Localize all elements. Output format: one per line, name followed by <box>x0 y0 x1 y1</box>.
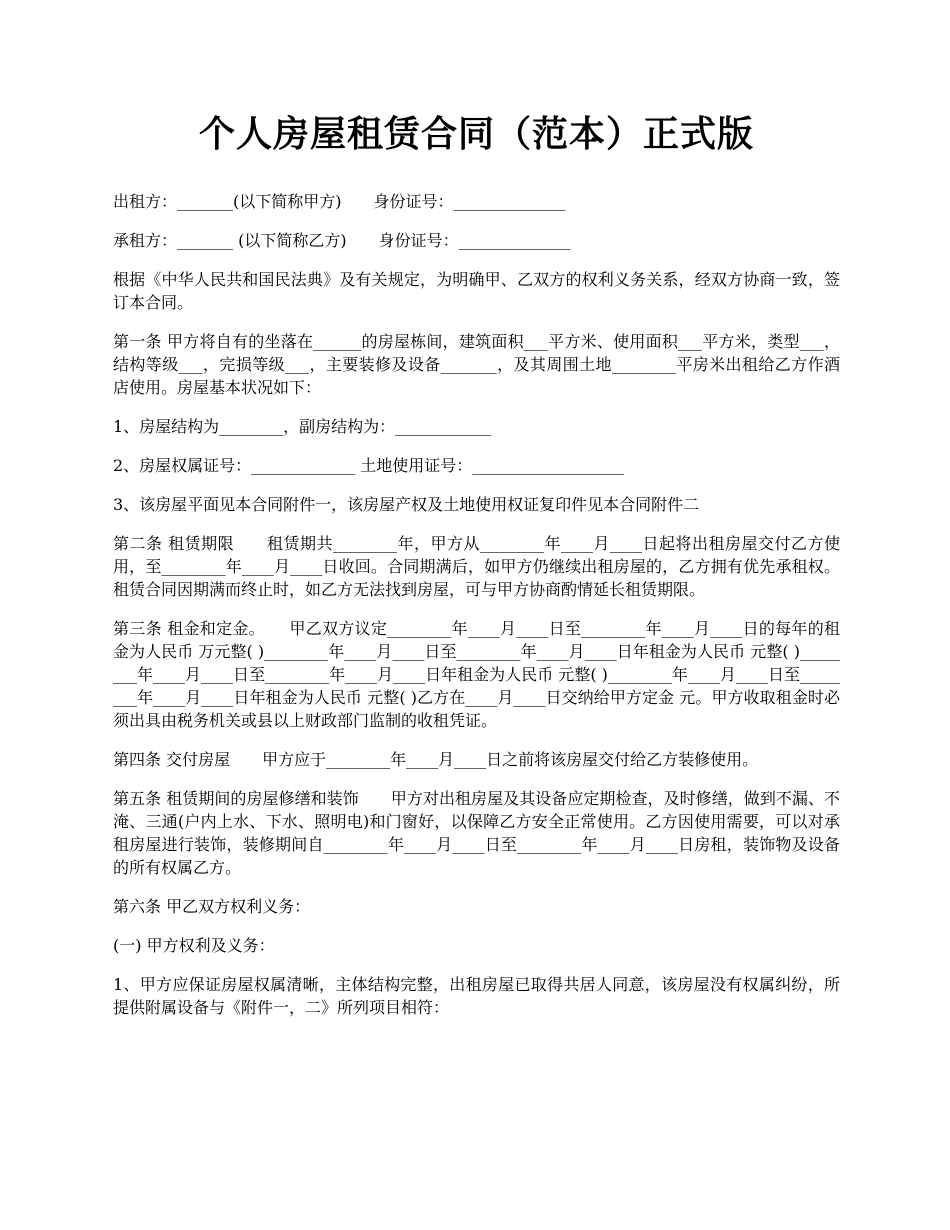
house-structure-line: 1、房屋结构为________，副房结构为：____________ <box>113 417 492 436</box>
article-3-paragraph: 第三条 租金和定金。 甲乙双方议定________年____月____日至________年____月____日的每年的租金为人民币 万元整( )________年____月____日至________年____月____日年租金为人民币 元整( )________年____月____日至________年____月____日年租金为人民币 元整( )________年____月____日至________年____月____日年租金为人民币 元整( )乙方在____月____日交纳给甲方定金 元。甲方收取租金时必须出具由税务机关或县以上财政部门监制的收租凭证。 <box>113 619 840 730</box>
article-5-paragraph: 第五条 租赁期间的房屋修缮和装饰 甲方对出租房屋及其设备应定期检查，及时修缮，做到不漏、不淹、三通(户内上水、下水、照明电)和门窗好，以保障乙方安全正常使用。乙方因使用需要，可以对承租房屋进行装饰，装修期间自________年____月____日至________年____月____日房租，装饰物及设备的所有权属乙方。 <box>113 789 840 877</box>
document-title: 个人房屋租赁合同（范本）正式版 <box>198 113 754 155</box>
article-4-paragraph: 第四条 交付房屋 甲方应于________年____月____日之前将该房屋交付给乙方装修使用。 <box>113 750 759 769</box>
lessee-line: 承租方：_______ (以下简称乙方) 身份证号：______________ <box>113 231 571 250</box>
preamble-paragraph: 根据《中华人民共和国民法典》及有关规定，为明确甲、乙双方的权利义务关系，经双方协商一致，签订本合同。 <box>113 270 840 312</box>
ownership-certificate-line: 2、房屋权属证号：_____________ 土地使用证号：___________________ <box>113 456 625 475</box>
party-a-obligation-1: 1、甲方应保证房屋权属清晰，主体结构完整，出租房屋已取得共居人同意，该房屋没有权属纠纷，所提供附属设备与《附件一，二》所列项目相符： <box>113 975 840 1017</box>
article-6-heading: 第六条 甲乙双方权利义务： <box>113 897 311 916</box>
attachments-line: 3、该房屋平面见本合同附件一，该房屋产权及土地使用权证复印件见本合同附件二 <box>113 495 700 514</box>
party-a-rights-heading: (一) 甲方权利及义务： <box>113 936 275 955</box>
article-1-paragraph: 第一条 甲方将自有的坐落在______的房屋栋间，建筑面积___平方米、使用面积___平方米，类型___，结构等级___，完损等级___，主要装修及设备_______，及其周围土地________平房米出租给乙方作酒店使用。房屋基本状况如下： <box>113 332 840 397</box>
lessor-line: 出租方：_______(以下简称甲方) 身份证号：______________ <box>113 192 566 211</box>
article-2-paragraph: 第二条 租赁期限 租赁期共________年，甲方从________年____月____日起将出租房屋交付乙方使用，至________年____月____日收回。合同期满后，如甲方仍继续出租房屋的，乙方拥有优先承租权。租赁合同因期满而终止时，如乙方无法找到房屋，可与甲方协商酌情延长租赁期限。 <box>113 534 840 599</box>
